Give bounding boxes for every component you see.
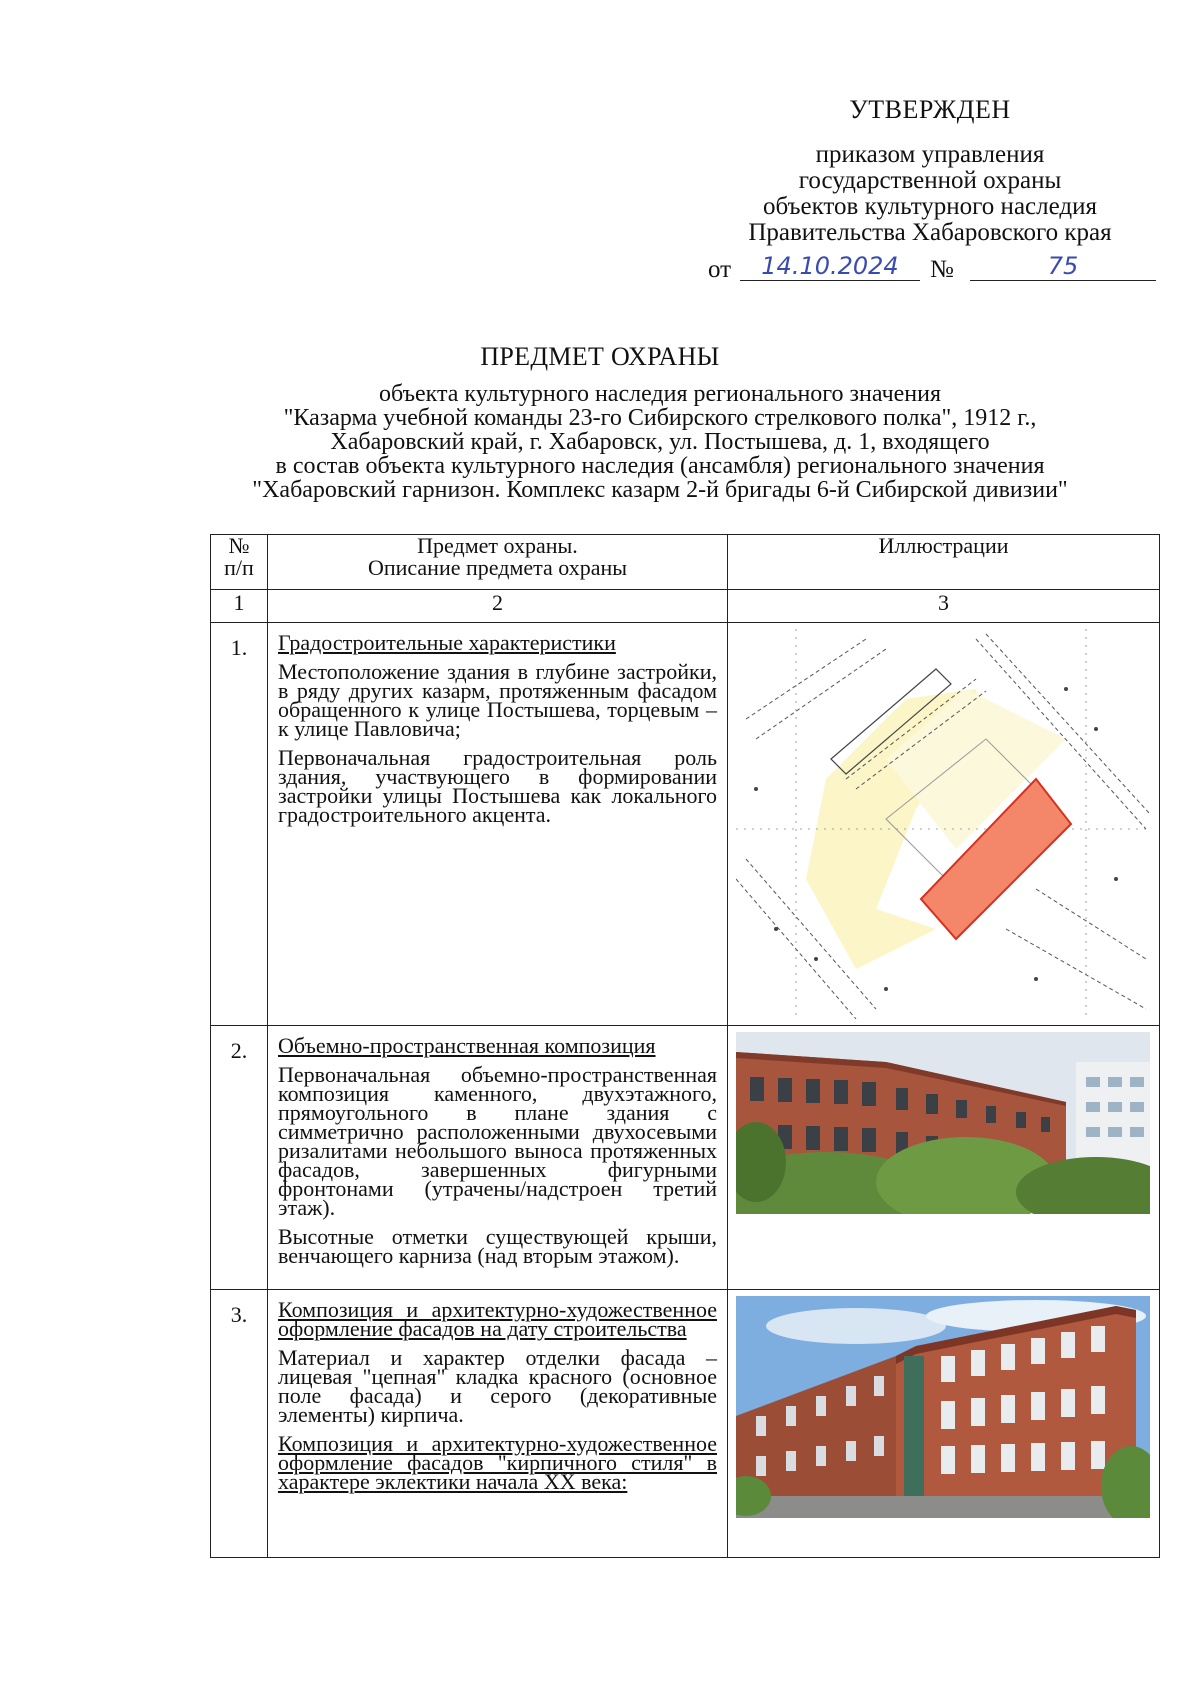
header-number (211, 535, 268, 590)
row-number: 3. (211, 1290, 268, 1558)
row-paragraph: Высотные отметки существующей крыши, венчающего карниза (над вторым этажом). (278, 1224, 717, 1268)
handwritten-date: 14.10.2024 (740, 252, 920, 281)
header-number-line: № (228, 533, 250, 558)
row-paragraph: Первоначальная объемно-пространственная композиция каменного, двухэтажного, прямоугольного в плане здания с симметрично расположенными двухосевыми ризалитами небольшого выноса протяженных фасадов, завершенных фигурными фронтонами (утрачены/надстроен третий этаж). (278, 1062, 717, 1220)
row-heading: Объемно-пространственная композиция (278, 1033, 656, 1058)
subtitle-line: "Хабаровский гарнизон. Комплекс казарм 2-й бригады 6-й Сибирской дивизии" (252, 477, 1068, 503)
header-number-line: п/п (224, 555, 254, 580)
building-photo-facade (736, 1296, 1150, 1518)
row-description (268, 1290, 728, 1558)
column-number: 1 (211, 590, 268, 623)
row-illustration (728, 1026, 1160, 1290)
table-header-row (211, 535, 1160, 590)
column-number-row (211, 590, 1160, 623)
row-number: 1. (211, 623, 268, 1026)
header-description-line: Предмет охраны. (417, 533, 578, 558)
subtitle-line: объекта культурного наследия регионального значения (378, 381, 942, 407)
header-illustrations: Иллюстрации (728, 535, 1160, 590)
subtitle-line: Хабаровский край, г. Хабаровск, ул. Постышева, д. 1, входящего (330, 429, 990, 455)
header-description-line: Описание предмета охраны (367, 555, 628, 580)
row-paragraph: Местоположение здания в глубине застройки, в ряду других казарм, протяженным фасадом обращенного к улице Постышева, торцевым – к улице Павловича; (278, 659, 717, 741)
row-number: 2. (211, 1026, 268, 1290)
order-date-number (708, 252, 1168, 288)
handwritten-number: 75 (970, 252, 1156, 281)
row-paragraph: Первоначальная градостроительная роль здания, участвующего в формировании застройки улицы Постышева как локального градостроительного акцента. (278, 745, 717, 827)
table-row (211, 1026, 1160, 1290)
protection-subject-table (210, 534, 1160, 1558)
row-heading: Градостроительные характеристики (278, 630, 616, 655)
row-illustration (728, 623, 1160, 1026)
header-description (268, 535, 728, 590)
approval-heading: УТВЕРЖДЕН (849, 95, 1011, 124)
row-illustration (728, 1290, 1160, 1558)
site-plan-image (736, 629, 1150, 1019)
document-title: ПРЕДМЕТ ОХРАНЫ (480, 342, 720, 371)
column-number: 3 (728, 590, 1160, 623)
number-prefix: № (930, 256, 954, 283)
approval-line: объектов культурного наследия (763, 193, 1097, 220)
row-heading-secondary: Композиция и архитектурно-художественное оформление фасадов "кирпичного стиля" в характере эклектики начала XX века: (278, 1431, 717, 1494)
building-photo-side (736, 1032, 1150, 1214)
column-number: 2 (268, 590, 728, 623)
subtitle-line: "Казарма учебной команды 23-го Сибирского стрелкового полка", 1912 г., (283, 405, 1037, 431)
row-heading: Композиция и архитектурно-художественное оформление фасадов на дату строительства (278, 1297, 717, 1341)
row-description (268, 623, 728, 1026)
document-subtitle (160, 382, 1160, 502)
table-row (211, 623, 1160, 1026)
approval-line: Правительства Хабаровского края (748, 219, 1112, 246)
row-description (268, 1026, 728, 1290)
table-row (211, 1290, 1160, 1558)
approval-line: приказом управления (815, 141, 1045, 168)
date-prefix: от (708, 256, 732, 283)
row-paragraph: Материал и характер отделки фасада – лицевая "цепная" кладка красного (основное поле фасада) и серого (декоративные элементы) кирпича. (278, 1345, 717, 1427)
approval-line: государственной охраны (798, 167, 1062, 194)
subtitle-line: в состав объекта культурного наследия (ансамбля) регионального значения (275, 453, 1045, 479)
approval-block (700, 95, 1160, 246)
